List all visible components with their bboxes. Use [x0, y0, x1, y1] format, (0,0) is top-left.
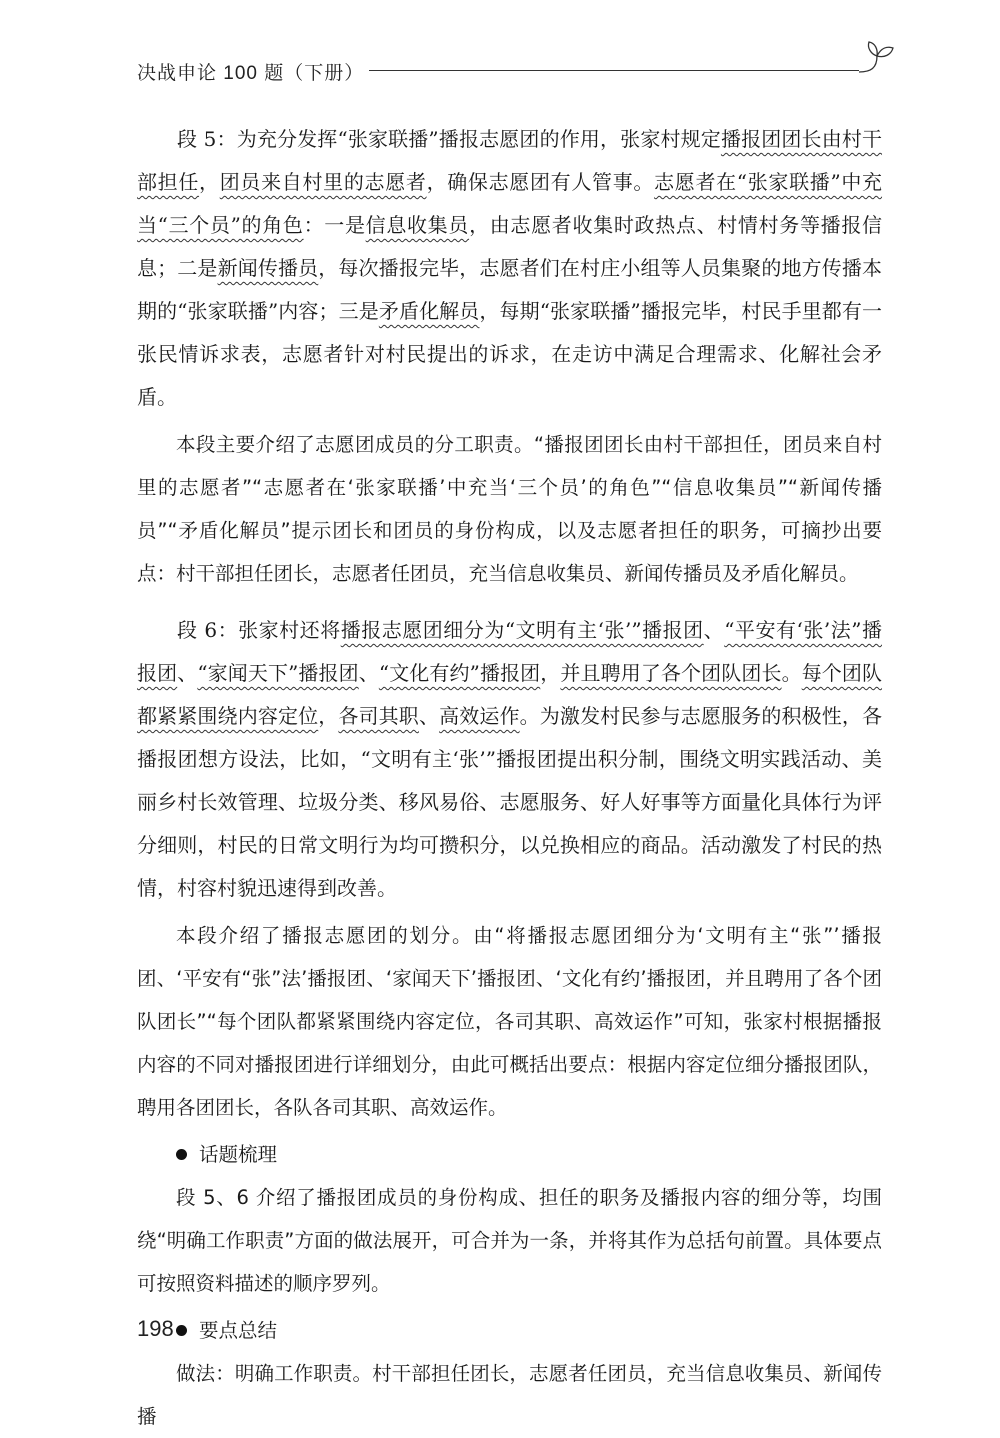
- points-summary-paragraph: 做法：明确工作职责。村干部担任团长，志愿者任团员，充当信息收集员、新闻传播: [137, 1362, 882, 1428]
- analysis-paragraph-6: 本段介绍了播报志愿团的划分。由“将播报志愿团细分为‘文明有主“张”’播报团、‘平安有“张”法’播报团、‘家闻天下’播报团、‘文化有约’播报团，并且聘用了各个团队团长”“每个团队都紧紧围绕内容定位，各司其职、高效运作”可知，张家村根据播报内容的不同对播报团进行详细划分，由此可概括出要点：根据内容定位细分播报团队，聘用各团团长，各队各司其职、高效运作。: [137, 924, 882, 1119]
- book-title: 决战申论 100 题（下册）: [137, 63, 365, 84]
- key-phrase: 每个团队都紧紧围绕内容定位: [137, 661, 883, 728]
- text-span: 。: [781, 661, 802, 685]
- bullet-icon: [176, 1325, 187, 1336]
- text-span: ，: [199, 170, 220, 194]
- key-phrase: “家闻天下”播报团: [197, 661, 359, 685]
- key-phrase: 志愿者在“张家联播”中充当“三个员”的角色: [137, 170, 883, 237]
- text-span: ：一是: [303, 213, 366, 237]
- text-span: 、: [703, 618, 725, 642]
- section-heading-points: [137, 1309, 882, 1352]
- key-phrase: 播报志愿团细分为“文明有主‘张’”播报团: [340, 618, 704, 642]
- text-span: 。为激发村民参与志愿服务的积极性，各播报团想方设法，比如，“文明有主‘张’”播报团提出积分制，围绕文明实践活动、美丽乡村长效管理、垃圾分类、移风易俗、志愿服务、好人好事等方面量化具体行为评分细则，村民的日常文明行为均可攒积分，以兑换相应的商品。活动激发了村民的热情，村容村貌迅速得到改善。: [137, 704, 883, 900]
- heading-label: 话题梳理: [199, 1143, 278, 1166]
- heading-label: 要点总结: [199, 1319, 278, 1342]
- running-header: [137, 36, 897, 86]
- topic-summary-paragraph: 段 5、6 介绍了播报团成员的身份构成、担任的职务及播报内容的细分等，均围绕“明确工作职责”方面的做法展开，可合并为一条，并将其作为总括句前置。具体要点可按照资料描述的顺序罗列。: [137, 1186, 882, 1295]
- paragraph-5: [137, 118, 882, 419]
- key-phrase: 各司其职: [338, 704, 419, 728]
- analysis-paragraph-5: 本段主要介绍了志愿团成员的分工职责。“播报团团长由村干部担任，团员来自村里的志愿者”“志愿者在‘张家联播’中充当‘三个员’的角色”“信息收集员”“新闻传播员”“矛盾化解员”提示团长和团员的身份构成，以及志愿者担任的职务，可摘抄出要点：村干部担任团长，志愿者任团员，充当信息收集员、新闻传播员及矛盾化解员。: [137, 433, 882, 585]
- text-span: ，确保志愿团有人管事。: [426, 170, 655, 194]
- text-span: ，每次播报完毕，志愿者们在村庄小组等人员集聚的地方传播本期的“张家联播”内容；三是: [137, 256, 883, 323]
- key-phrase: 团员来自村里的志愿者: [219, 170, 427, 194]
- body-text: [137, 118, 882, 1438]
- text-span: ，: [540, 661, 561, 685]
- key-phrase: “平安有‘张’法”播报团: [137, 618, 882, 685]
- paragraph-6: [137, 609, 882, 910]
- page-number: 198: [137, 1316, 174, 1341]
- key-phrase: “文化有约”播报团: [378, 661, 541, 685]
- text-span: ，由志愿者收集时政热点、村情村务等播报信息；二是: [137, 213, 883, 280]
- bullet-icon: [176, 1149, 187, 1160]
- sprout-icon: [857, 38, 897, 78]
- key-phrase: 矛盾化解员: [378, 299, 480, 323]
- text-span: 段 6：张家村还将: [177, 618, 341, 642]
- text-span: 、: [418, 704, 440, 728]
- key-phrase: 播报团团长由村干部担任: [137, 127, 883, 194]
- key-phrase: 高效运作: [439, 704, 520, 728]
- text-span: 段 5：为充分发挥“张家联播”播报志愿团的作用，张家村规定: [177, 127, 721, 151]
- key-phrase: 新闻传播员: [217, 256, 319, 280]
- key-phrase: 并且聘用了各个团队团长: [560, 661, 782, 685]
- section-heading-topic: [137, 1133, 882, 1176]
- header-rule: [369, 70, 859, 71]
- text-span: ，: [318, 704, 339, 728]
- text-span: 、: [177, 661, 198, 685]
- key-phrase: 信息收集员: [365, 213, 470, 237]
- text-span: 、: [358, 661, 379, 685]
- text-span: ，每期“张家联播”播报完毕，村民手里都有一张民情诉求表，志愿者针对村民提出的诉求，在走访中满足合理需求、化解社会矛盾。: [137, 299, 883, 409]
